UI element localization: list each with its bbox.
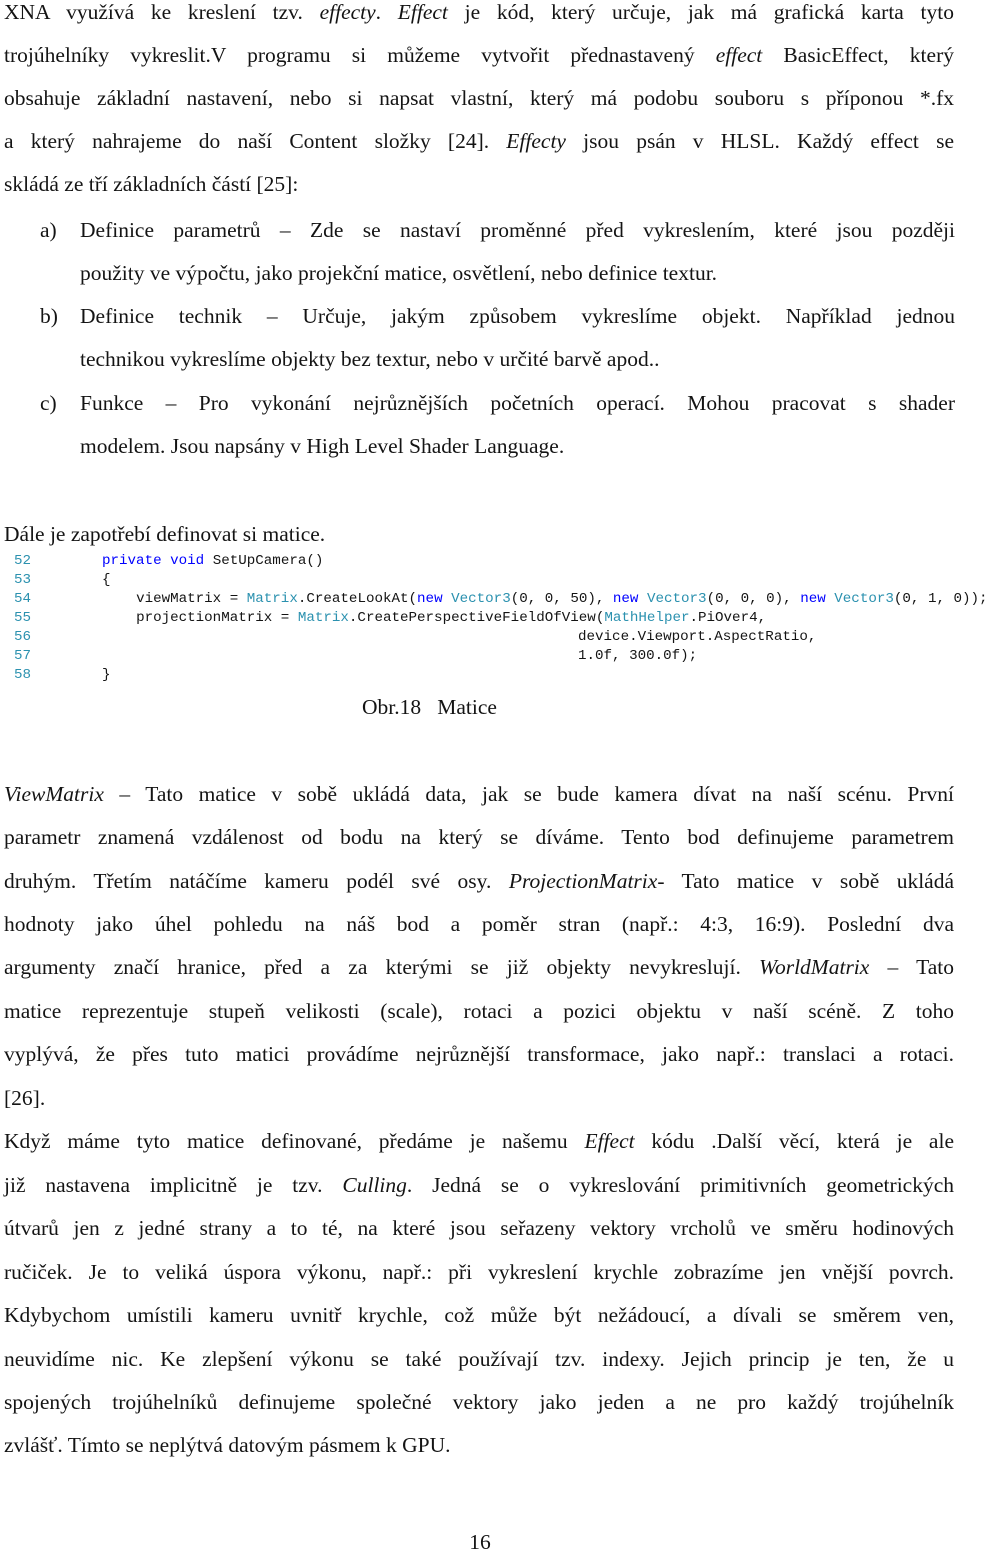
para2-line4: hodnoty jako úhel pohledu na náš bod a poměr stran (např.: 4:3, 16:9). Poslední dva: [4, 912, 954, 936]
list-item-a-line2: použity ve výpočtu, jako projekční matice, osvětlení, nebo definice textur.: [80, 261, 718, 285]
code-line-52: 52 private void SetUpCamera(): [14, 553, 324, 569]
para3-line7: spojených trojúhelníků definujeme společné vektory jako jeden a ne pro každý trojúhelník: [4, 1390, 954, 1414]
para1-line2: trojúhelníky vykreslit.V programu si můžeme vytvořit přednastavený effect BasicEffect, který: [4, 43, 954, 67]
list-item-label: b): [40, 304, 58, 328]
para2-line3: druhým. Třetím natáčíme kameru podél své osy. ProjectionMatrix- Tato matice v sobě ukládá: [4, 869, 954, 893]
list-item-b-line1: Definice technik – Určuje, jakým způsobem vykreslíme objekt. Například jednou: [80, 304, 955, 328]
list-item-b-line2: technikou vykreslíme objekty bez textur, nebo v určité barvě apod..: [80, 347, 660, 371]
para1-line4: a který nahrajeme do naší Content složky [24]. Effecty jsou psán v HLSL. Každý effect se: [4, 129, 954, 153]
para3-line5: Kdybychom umístili kameru uvnitř krychle, což může být nežádoucí, a dívali se směrem ven,: [4, 1303, 954, 1327]
para1-line1: XNA využívá ke kreslení tzv. effecty. Effect je kód, který určuje, jak má grafická karta tyto: [4, 0, 954, 24]
list-item-label: c): [40, 391, 57, 415]
matrices-intro: Dále je zapotřebí definovat si matice.: [4, 522, 326, 546]
code-line-54: 54 viewMatrix = Matrix.CreateLookAt(new Vector3(0, 0, 50), new Vector3(0, 0, 0), new Vector3(0, 1, 0));: [14, 591, 988, 607]
para1-line5: skládá ze tří základních částí [25]:: [4, 172, 299, 196]
list-item-a-line1: Definice parametrů – Zde se nastaví proměnné před vykreslením, které jsou později: [80, 218, 955, 242]
para2-line7: vyplývá, že přes tuto matici provádíme nejrůznější transformace, jako např.: translaci a rotaci.: [4, 1042, 954, 1066]
line-number: 52: [14, 553, 32, 569]
figure-caption: Obr.18 Matice: [362, 695, 497, 719]
para3-line6: neuvidíme nic. Ke zlepšení výkonu se také používají tzv. indexy. Jejich princip je ten, že u: [4, 1347, 954, 1371]
line-number: 58: [14, 667, 32, 683]
para2-line1: ViewMatrix – Tato matice v sobě ukládá data, jak se bude kamera dívat na naší scénu. První: [4, 782, 954, 806]
code-line-58: 58 }: [14, 667, 111, 683]
code-line-56: 56 device.Viewport.AspectRatio,: [14, 629, 817, 645]
list-item-label: a): [40, 218, 57, 242]
code-listing: [14, 552, 988, 690]
line-number: 55: [14, 610, 32, 626]
para2-line6: matice reprezentuje stupeň velikosti (scale), rotaci a pozici objektu v naší scéně. Z toho: [4, 999, 954, 1023]
code-line-53: 53 {: [14, 572, 111, 588]
para3-line2: již nastavena implicitně je tzv. Culling. Jedná se o vykreslování primitivních geometrických: [4, 1173, 954, 1197]
para3-line8: zvlášť. Tímto se neplýtvá datovým pásmem k GPU.: [4, 1433, 451, 1457]
para1-line3: obsahuje základní nastavení, nebo si napsat vlastní, který má podobu souboru s příponou *.fx: [4, 86, 954, 110]
line-number: 54: [14, 591, 32, 607]
para3-line4: ručiček. Je to veliká úspora výkonu, např.: při vykreslení krychle zobrazíme jen vnější povrch.: [4, 1260, 954, 1284]
code-line-55: 55 projectionMatrix = Matrix.CreatePerspectiveFieldOfView(MathHelper.PiOver4,: [14, 610, 767, 626]
page-number: 16: [469, 1530, 491, 1554]
code-line-57: 57 1.0f, 300.0f);: [14, 648, 698, 664]
para3-line3: útvarů jen z jedné strany a to té, na které jsou seřazeny vektory vrcholů ve směru hodinových: [4, 1216, 954, 1240]
para2-line2: parametr znamená vzdálenost od bodu na který se díváme. Tento bod definujeme parametrem: [4, 825, 954, 849]
para2-line5: argumenty značí hranice, před a za kterými se již objekty nevykreslují. WorldMatrix – Tato: [4, 955, 954, 979]
line-number: 53: [14, 572, 32, 588]
list-item-c-line1: Funkce – Pro vykonání nejrůznějších početních operací. Mohou pracovat s shader: [80, 391, 955, 415]
line-number: 56: [14, 629, 32, 645]
para3-line1: Když máme tyto matice definované, předáme je našemu Effect kódu .Další věcí, která je ale: [4, 1129, 954, 1153]
line-number: 57: [14, 648, 32, 664]
list-item-c-line2: modelem. Jsou napsány v High Level Shader Language.: [80, 434, 565, 458]
para2-line8: [26].: [4, 1086, 46, 1110]
